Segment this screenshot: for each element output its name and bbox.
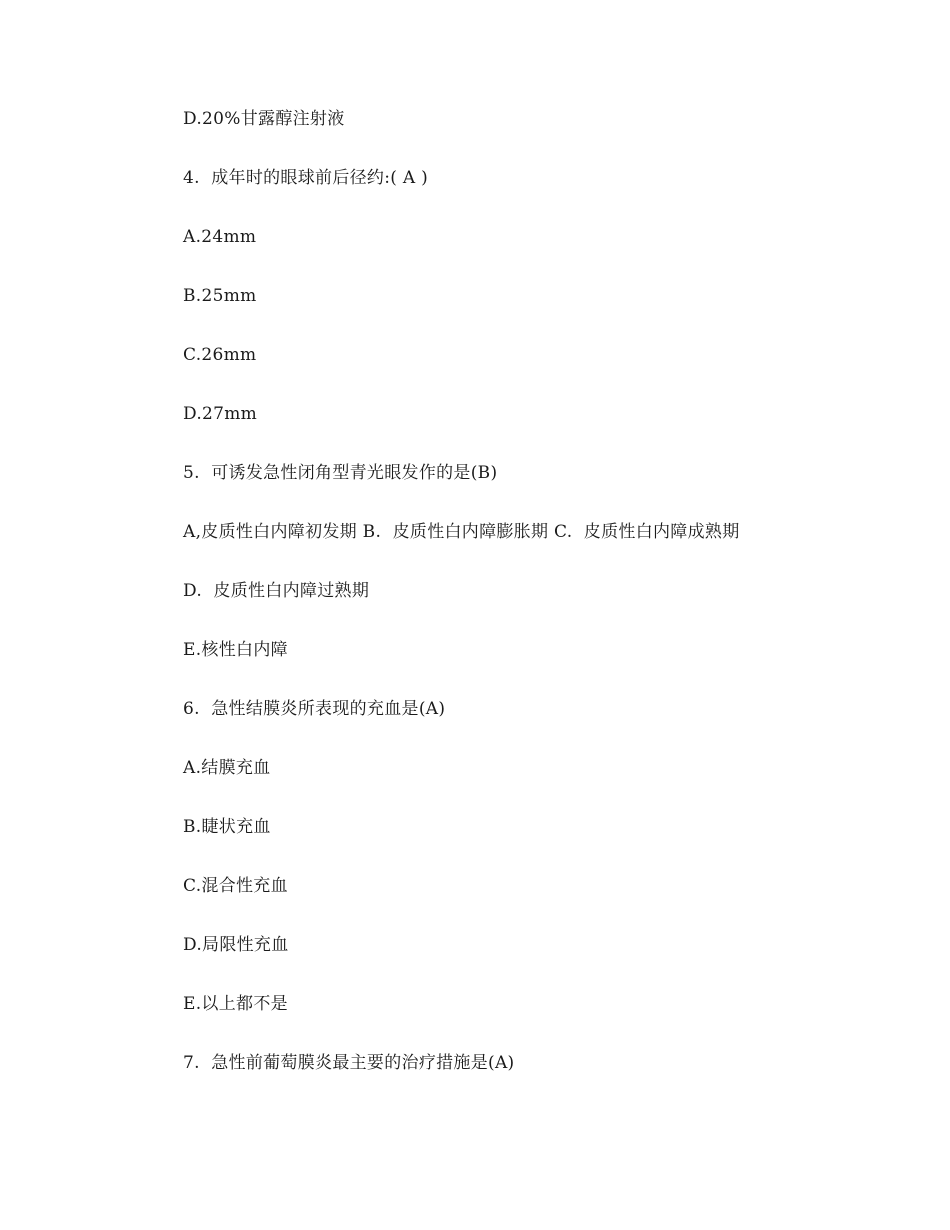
option-line: A.结膜充血 bbox=[183, 758, 271, 778]
option-line: C.混合性充血 bbox=[183, 876, 288, 896]
option-line: D.局限性充血 bbox=[183, 935, 289, 955]
option-line: E.以上都不是 bbox=[183, 994, 288, 1014]
question-line: 6. 急性结膜炎所表现的充血是(A) bbox=[183, 699, 446, 719]
option-line: D.27mm bbox=[183, 404, 258, 424]
option-line: C.26mm bbox=[183, 345, 257, 365]
option-line: B.睫状充血 bbox=[183, 817, 271, 837]
option-line: A,皮质性白内障初发期 B. 皮质性白内障膨胀期 C. 皮质性白内障成熟期 bbox=[183, 522, 740, 542]
option-line: B.25mm bbox=[183, 286, 257, 306]
option-line: A.24mm bbox=[183, 227, 257, 247]
question-line: 5. 可诱发急性闭角型青光眼发作的是(B) bbox=[183, 463, 498, 483]
question-line: 4. 成年时的眼球前后径约:( A ) bbox=[183, 168, 429, 188]
option-line: E.核性白内障 bbox=[183, 640, 288, 660]
question-line: 7. 急性前葡萄膜炎最主要的治疗措施是(A) bbox=[183, 1053, 515, 1073]
option-line: D.20%甘露醇注射液 bbox=[183, 109, 345, 129]
option-line: D. 皮质性白内障过熟期 bbox=[183, 581, 370, 601]
